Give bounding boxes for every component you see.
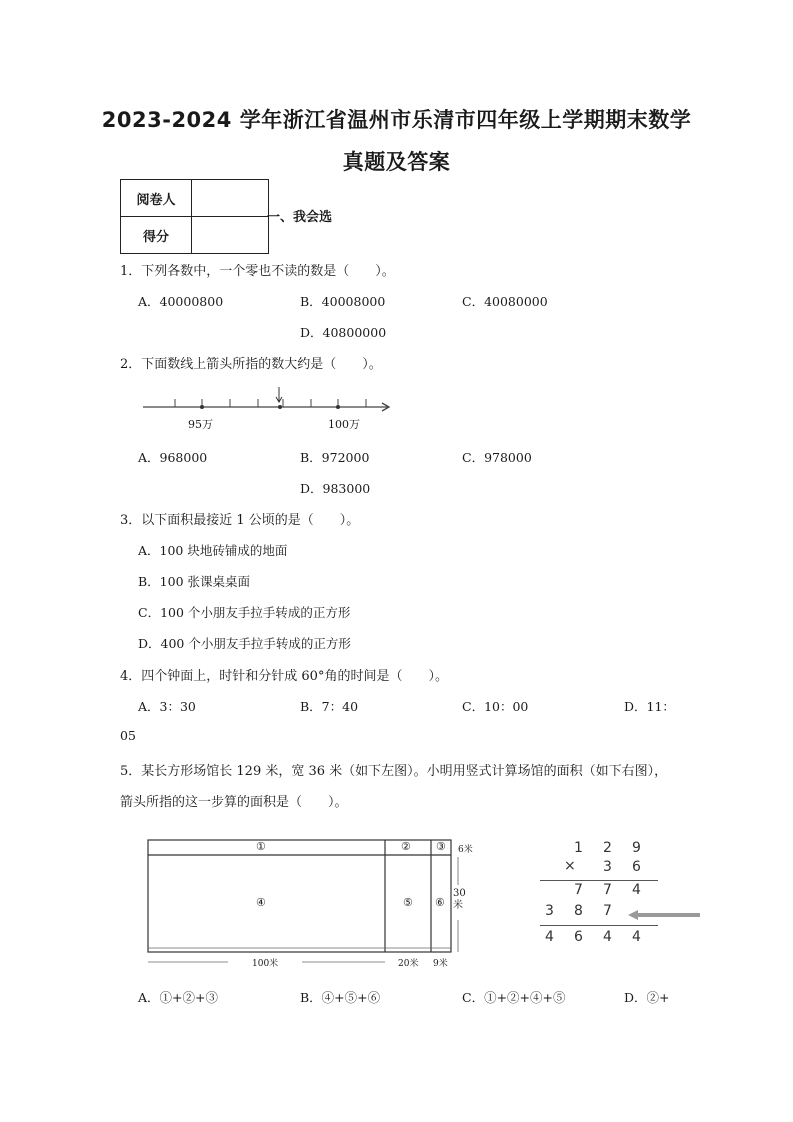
reviewer-label: 阅卷人 [121, 180, 192, 217]
digit: 4 [632, 882, 641, 898]
dim-bottom-100-label: 100米 [252, 959, 279, 969]
question-2-option-a: A．968000 [138, 450, 208, 465]
dim-side-label: 30米 [453, 888, 466, 911]
question-1-option-d: D．40800000 [300, 325, 387, 340]
digit: 9 [632, 840, 641, 856]
question-3-option-a: A．100 块地砖铺成的地面 [138, 543, 288, 558]
digit: 7 [574, 882, 583, 898]
question-5-option-c: C．①+②+④+⑤ [462, 990, 566, 1005]
question-5-option-b: B．④+⑤+⑥ [300, 990, 381, 1005]
region-5-label: ⑤ [403, 896, 413, 909]
question-1-option-b: B．40008000 [300, 294, 386, 309]
number-line-figure [140, 385, 400, 435]
digit: 4 [603, 929, 612, 945]
digit: 2 [603, 840, 612, 856]
region-2-label: ② [401, 840, 411, 853]
region-1-label: ① [256, 840, 266, 853]
digit: 3 [603, 859, 612, 875]
question-3-option-b: B．100 张课桌桌面 [138, 574, 251, 589]
question-2-option-c: C．978000 [462, 450, 532, 465]
question-3-stem: 3．以下面积最接近 1 公顷的是（ ）。 [120, 513, 360, 528]
digit: 6 [574, 929, 583, 945]
document-title-line1: 2023-2024 学年浙江省温州市乐清市四年级上学期期末数学 [101, 108, 692, 132]
divider-line [540, 925, 658, 926]
question-4-option-d-wrap: 05 [120, 728, 136, 743]
digit: 4 [545, 929, 554, 945]
question-1-option-a: A．40000800 [138, 294, 224, 309]
region-6-label: ⑥ [435, 896, 445, 909]
region-3-label: ③ [436, 840, 446, 853]
digit: 7 [603, 903, 612, 919]
question-2-option-d: D．983000 [300, 481, 371, 496]
digit: 3 [545, 903, 554, 919]
digit: 8 [574, 903, 583, 919]
arrow-left-icon [628, 908, 700, 916]
divider-line [540, 880, 658, 881]
question-4-option-a: A．3：30 [138, 699, 196, 714]
question-4-option-b: B．7：40 [300, 699, 359, 714]
digit: 4 [632, 929, 641, 945]
digit: 7 [603, 882, 612, 898]
digit: 6 [632, 859, 641, 875]
question-2-stem: 2．下面数线上箭头所指的数大约是（ ）。 [120, 357, 382, 372]
number-line-label-95: 95万 [188, 418, 213, 431]
region-4-label: ④ [256, 896, 266, 909]
question-5-option-d: D．②+ [624, 990, 670, 1005]
dim-bottom-9-label: 9米 [433, 959, 448, 969]
dim-bottom-20-label: 20米 [398, 959, 419, 969]
question-5-option-a: A．①+②+③ [138, 990, 218, 1005]
question-4-option-c: C．10：00 [462, 699, 529, 714]
question-3-option-c: C．100 个小朋友手拉手转成的正方形 [138, 605, 351, 620]
question-5-stem-line2: 箭头所指的这一步算的面积是（ ）。 [120, 795, 348, 810]
score-field[interactable] [192, 217, 269, 254]
question-1-option-c: C．40080000 [462, 294, 548, 309]
document-title-line2: 真题及答案 [342, 150, 451, 174]
question-4-stem: 4．四个钟面上，时针和分针成 60°角的时间是（ ）。 [120, 669, 448, 684]
dim-top-label: 6米 [458, 845, 473, 855]
score-label: 得分 [121, 217, 192, 254]
score-table [120, 179, 269, 254]
digit: 1 [574, 840, 583, 856]
question-2-option-b: B．972000 [300, 450, 370, 465]
score-row-score [121, 217, 269, 254]
venue-diagram-svg [140, 830, 480, 970]
vertical-multiplication [530, 840, 720, 960]
question-3-option-d: D．400 个小朋友手拉手转成的正方形 [138, 636, 351, 651]
score-row-reviewer [121, 180, 269, 217]
section-heading: 一、我会选 [267, 210, 333, 225]
multiply-sign: × [564, 858, 576, 874]
number-line-svg [140, 385, 400, 435]
question-5-stem-line1: 5．某长方形场馆长 129 米，宽 36 米（如下左图）。小明用竖式计算场馆的面积（如下右图）， [120, 764, 668, 779]
venue-diagram [140, 830, 480, 970]
question-1-stem: 1．下列各数中，一个零也不读的数是（ ）。 [120, 264, 395, 279]
number-line-label-100: 100万 [328, 418, 360, 431]
reviewer-field[interactable] [192, 180, 269, 217]
question-4-option-d: D．11： [624, 699, 675, 714]
